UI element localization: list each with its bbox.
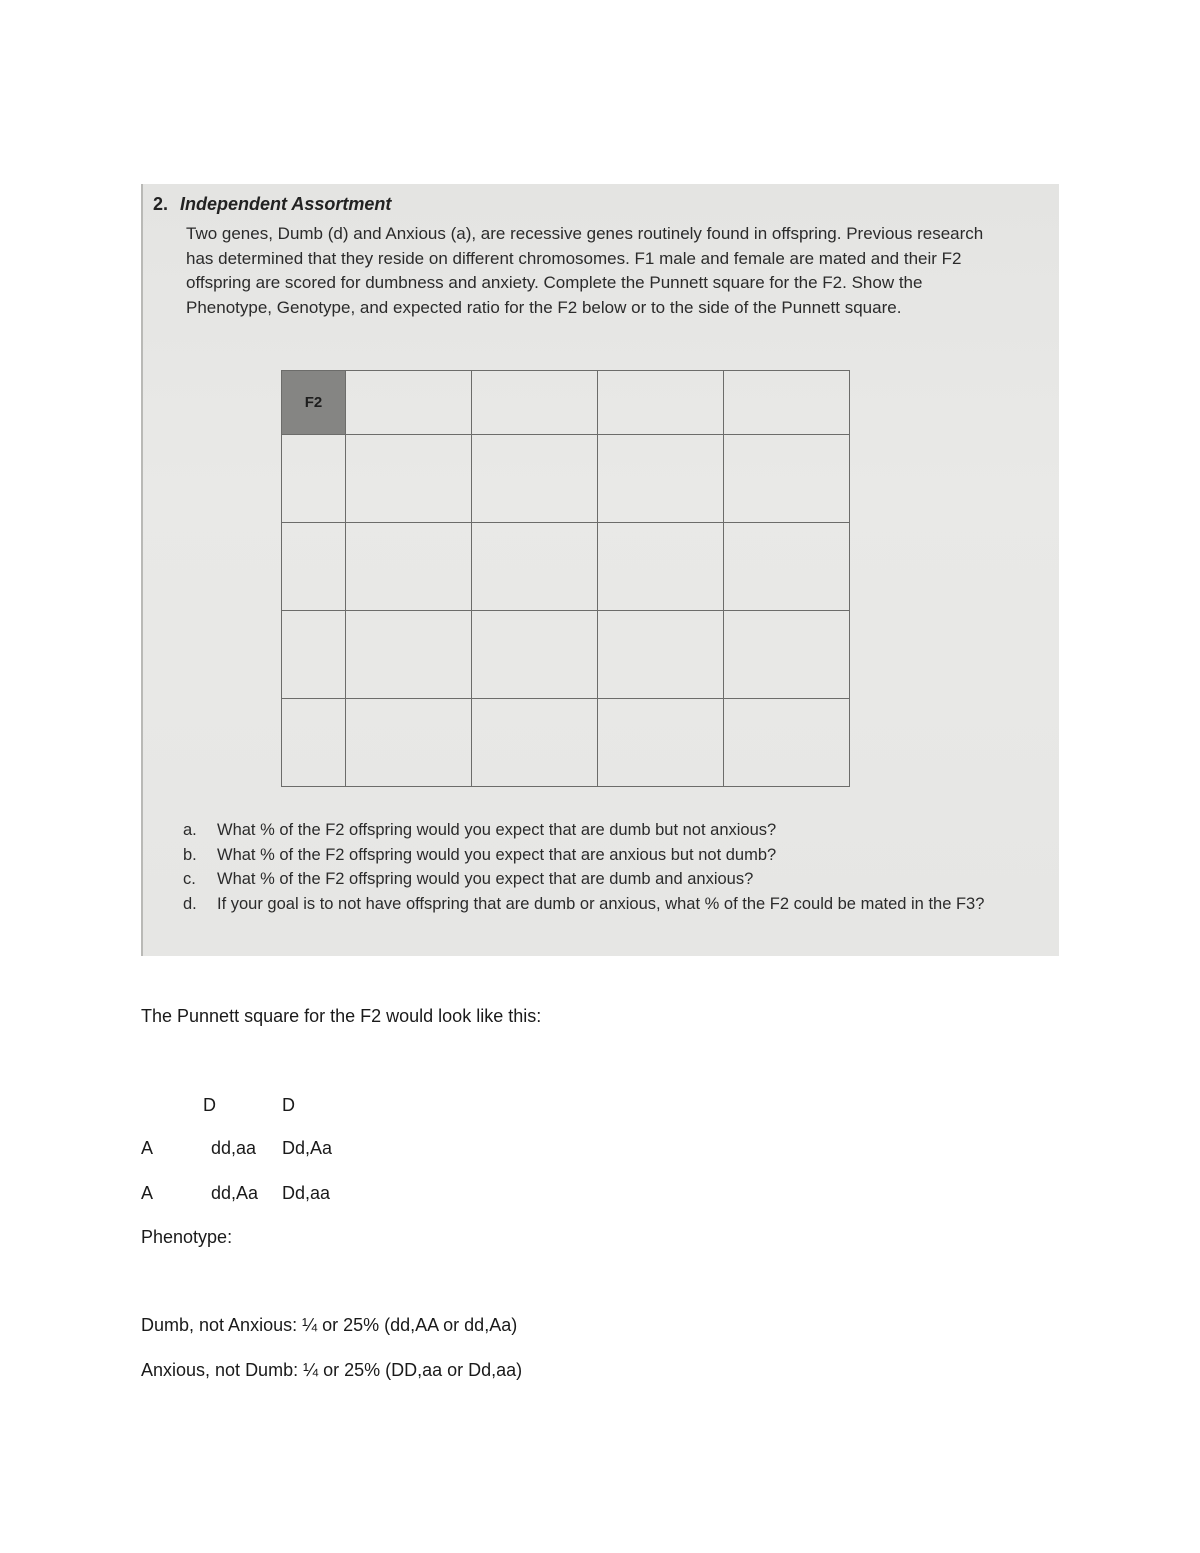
subquestion-item (183, 843, 1013, 868)
question-body: Two genes, Dumb (d) and Anxious (a), are recessive genes routinely found in offspring. Previous research has determined that they reside on different chromosomes. F1 male and female are mated and their F2 offspring are scored for dumbness and anxiety. Complete the Punnett square for the F2. Show the Phenotype, Genotype, and expected ratio for the F2 below or to the side of the Punnett square. (186, 224, 984, 317)
punnett-cell (472, 371, 598, 435)
answer-row-header: A (141, 1138, 154, 1158)
punnett-cell (598, 435, 724, 523)
answer-row-header: A (141, 1183, 154, 1203)
subquestion-item (183, 818, 1013, 843)
answer-genotype-cell: Dd,aa (282, 1183, 331, 1203)
question-number: 2. (153, 194, 169, 214)
subquestion-label: c. (183, 870, 196, 888)
punnett-cell (724, 699, 850, 787)
punnett-cell (724, 435, 850, 523)
punnett-corner-cell: F2 (282, 371, 346, 435)
punnett-cell (282, 699, 346, 787)
answer-column-header: D (203, 1095, 216, 1115)
subquestion-label: b. (183, 845, 197, 864)
punnett-cell (472, 699, 598, 787)
punnett-cell (346, 371, 472, 435)
question-title: Independent Assortment (180, 194, 392, 214)
punnett-cell (724, 523, 850, 611)
answer-genotype-cell: Dd,Aa (282, 1138, 333, 1158)
subquestion-label: d. (183, 894, 197, 913)
punnett-cell (282, 611, 346, 699)
subquestion-list (183, 818, 1013, 916)
punnett-cell (598, 699, 724, 787)
subquestion-text: If your goal is to not have offspring that are dumb or anxious, what % of the F2 could be mated in the F3? (217, 894, 985, 913)
blank-punnett-square (281, 370, 850, 787)
punnett-cell (346, 435, 472, 523)
subquestion-text: What % of the F2 offspring would you expect that are dumb and anxious? (217, 870, 754, 888)
punnett-cell (472, 435, 598, 523)
answer-intro: The Punnett square for the F2 would look like this: (141, 1006, 542, 1026)
punnett-cell (282, 435, 346, 523)
punnett-cell (346, 611, 472, 699)
subquestion-item (183, 892, 1013, 917)
punnett-cell (724, 371, 850, 435)
punnett-cell (598, 611, 724, 699)
subquestion-text: What % of the F2 offspring would you expect that are anxious but not dumb? (217, 845, 777, 864)
punnett-cell (346, 699, 472, 787)
answer-genotype-cell: dd,aa (211, 1138, 257, 1158)
answer-genotype-cell: dd,Aa (211, 1183, 259, 1203)
punnett-cell (282, 523, 346, 611)
punnett-cell (346, 523, 472, 611)
subquestion-text: What % of the F2 offspring would you expect that are dumb but not anxious? (217, 821, 777, 839)
question-heading (153, 194, 391, 215)
subquestion-label: a. (183, 821, 197, 839)
subquestion-item (183, 867, 1013, 892)
result-line: Anxious, not Dumb: ¼ or 25% (DD,aa or Dd,aa) (141, 1360, 523, 1380)
punnett-cell (598, 523, 724, 611)
punnett-cell (724, 611, 850, 699)
answer-column-header: D (282, 1095, 295, 1115)
punnett-cell (472, 611, 598, 699)
phenotype-label: Phenotype: (141, 1227, 233, 1247)
worksheet-photo (141, 184, 1059, 956)
punnett-cell (472, 523, 598, 611)
punnett-cell (598, 371, 724, 435)
result-line: Dumb, not Anxious: ¼ or 25% (dd,AA or dd,Aa) (141, 1315, 518, 1335)
